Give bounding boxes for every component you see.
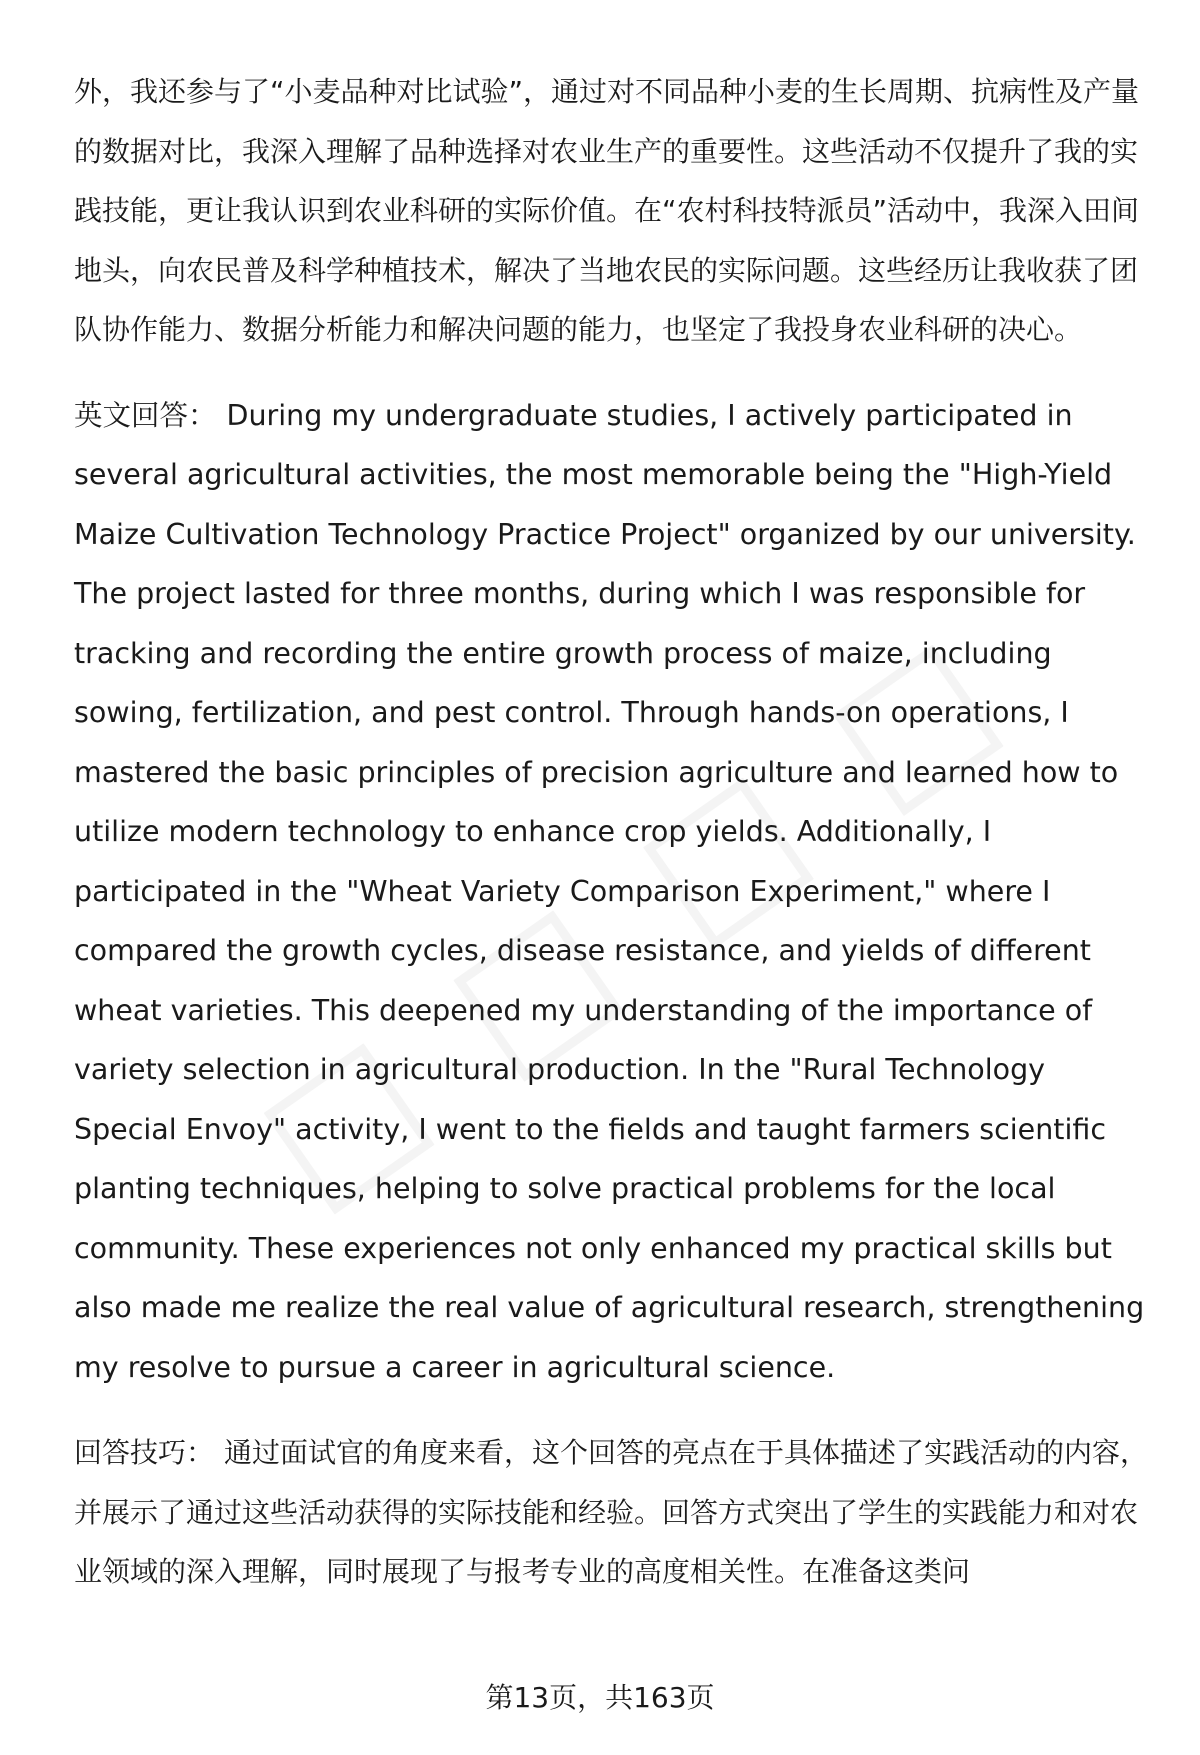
page-number: 第13页，共163页 <box>485 1681 715 1714</box>
paragraph-text: 通过面试官的角度来看，这个回答的亮点在于具体描述了实践活动的内容，并展示了通过这些活动获得的实际技能和经验。回答方式突出了学生的实践能力和对农业领域的深入理解，同时展现了与报考专业的高度相关性。在准备这类问 <box>74 1436 1149 1588</box>
paragraph-answer-tips <box>74 1423 1154 1602</box>
english-answer-label: 英文回答： <box>74 398 217 432</box>
paragraph-text: During my undergraduate studies, I actively participated in several agricultural activities, the most memorable being the "High-Yield Maize Cultivation Technology Practice Project" organized by our university. The project lasted for three months, during which I was responsible for tracking and recording the entire growth process of maize, including sowing, fertilization, and pest control. Through hands-on operations, I mastered the basic principles of precision agriculture and learned how to utilize modern technology to enhance crop yields. Additionally, I participated in the "Wheat Variety Comparison Experiment," where I compared the growth cycles, disease resistance, and yields of different wheat varieties. This deepened my understanding of the importance of variety selection in agricultural production. In the "Rural Technology Special Envoy" activity, I went to the fields and taught farmers scientific planting techniques, helping to solve practical problems for the local community. These experiences not only enhanced my practical skills but also made me realize the real value of agricultural research, strengthening my resolve to pursue a career in agricultural science. <box>74 398 1145 1384</box>
paragraph-text: 外，我还参与了“小麦品种对比试验”，通过对不同品种小麦的生长周期、抗病性及产量的数据对比，我深入理解了品种选择对农业生产的重要性。这些活动不仅提升了我的实践技能，更让我认识到农业科研的实际价值。在“农村科技特派员”活动中，我深入田间地头，向农民普及科学种植技术，解决了当地农民的实际问题。这些经历让我收获了团队协作能力、数据分析能力和解决问题的能力，也坚定了我投身农业科研的决心。 <box>74 75 1140 346</box>
document-body <box>74 62 1154 1628</box>
paragraph-chinese-answer <box>74 62 1154 360</box>
answer-tips-label: 回答技巧： <box>74 1436 215 1469</box>
paragraph-english-answer <box>74 386 1154 1398</box>
